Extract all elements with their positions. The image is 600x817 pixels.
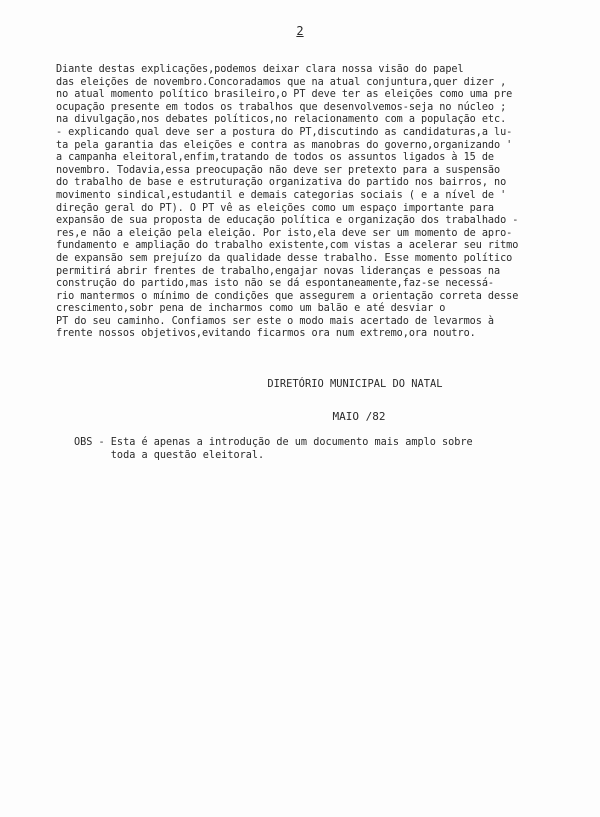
body-line: Diante destas explicações,podemos deixar clara nossa visão do papel: [56, 64, 464, 75]
body-line: direção geral do PT). O PT vê as eleições como um espaço importante para: [56, 202, 495, 214]
body-line: - explicando qual deve ser a postura do PT,discutindo as candidaturas,a lu-: [56, 126, 513, 138]
body-line: ocupação presente em todos os trabalhos que desenvolvemos-seja no núcleo ;: [56, 101, 507, 113]
body-line: de expansão sem prejuízo da qualidade desse trabalho. Esse momento político: [56, 252, 513, 264]
body-line: fundamento e ampliação do trabalho existente,com vistas a acelerar seu ritmo: [56, 240, 519, 252]
body-line: a campanha eleitoral,enfim,tratando de todos os assuntos ligados à 15 de: [56, 152, 495, 164]
page-number: 2: [296, 24, 304, 38]
body-line: ta pela garantia das eleições e contra as manobras do governo,organizando ': [56, 139, 513, 151]
body-line: expansão de sua proposta de educação política e organização dos trabalhado -: [56, 215, 519, 227]
body-line: das eleições de novembro.Concoradamos que na atual conjuntura,quer dizer ,: [56, 76, 507, 88]
obs-line: OBS - Esta é apenas a introdução de um documento mais amplo sobre: [74, 437, 473, 448]
body-line: movimento sindical,estudantil e demais categorias sociais ( e a nível de ': [56, 189, 507, 201]
body-line: construção do partido,mas isto não se dá espontaneamente,faz-se necessá-: [56, 278, 495, 290]
body-line: na divulgação,nos debates políticos,no relacionamento com a população etc.: [56, 114, 507, 126]
signature-line: DIRETÓRIO MUNICIPAL DO NATAL: [267, 378, 443, 390]
body-line: res,e não a eleição pela eleição. Por isto,ela deve ser um momento de apro-: [56, 227, 513, 239]
body-line: do trabalho de base e estruturação organizativa do partido nos bairros, no: [56, 177, 507, 189]
body-line: novembro. Todavia,essa preocupação não deve ser pretexto para a suspensão: [56, 164, 501, 176]
body-line: permitirá abrir frentes de trabalho,engajar novas lideranças e pessoas na: [56, 265, 501, 277]
document-date: MAIO /82: [332, 410, 386, 423]
body-line: frente nossos objetivos,evitando ficarmos ora num extremo,ora noutro.: [56, 328, 476, 340]
body-line: crescimento,sobr pena de incharmos como um balão e até desviar o: [56, 303, 446, 315]
body-paragraph: [56, 64, 576, 341]
body-line: PT do seu caminho. Confiamos ser este o modo mais acertado de levarmos à: [56, 315, 495, 327]
obs-note: [74, 437, 574, 462]
body-line: no atual momento político brasileiro,o PT deve ter as eleições como uma pre: [56, 89, 513, 101]
obs-line: toda a questão eleitoral.: [74, 449, 265, 461]
body-line: rio mantermos o mínimo de condições que assegurem a orientação correta desse: [56, 290, 519, 302]
